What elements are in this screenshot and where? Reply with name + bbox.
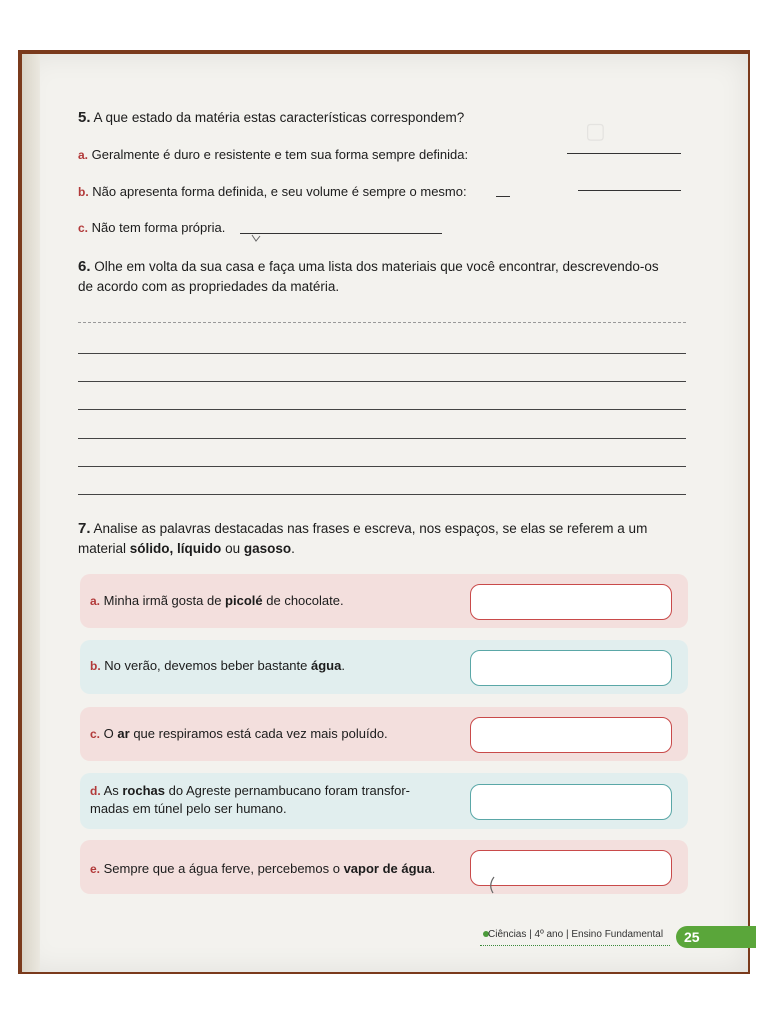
item-text: Geralmente é duro e resistente e tem sua forma sempre definida: xyxy=(91,147,469,162)
card-7e-text xyxy=(90,860,435,878)
option-gas: gasoso xyxy=(243,541,292,556)
question-5c xyxy=(78,219,225,237)
card-7b-text xyxy=(90,657,345,675)
pencil-mark xyxy=(250,233,262,243)
option-solid: sólido, xyxy=(129,541,174,556)
question-6-line2-row xyxy=(78,277,339,297)
answer-box-7a[interactable] xyxy=(470,584,672,620)
question-5-prompt: A que estado da matéria estas características correspondem? xyxy=(93,110,465,125)
question-7-title xyxy=(78,519,647,539)
writing-line-5[interactable] xyxy=(78,438,686,439)
highlighted-word: ar xyxy=(117,726,130,741)
highlighted-word: água xyxy=(311,658,342,673)
sentence-part: No verão, devemos beber bastante xyxy=(104,658,308,673)
item-letter: c. xyxy=(90,727,101,741)
question-7-number: 7. xyxy=(78,520,91,537)
item-text: Não tem forma própria. xyxy=(91,220,226,235)
writing-line-4[interactable] xyxy=(78,409,686,410)
page-number: 25 xyxy=(676,926,756,948)
answer-box-7b[interactable] xyxy=(470,650,672,686)
sentence-part: do Agreste pernambucano foram transfor- xyxy=(168,783,410,798)
sentence-part: madas em túnel pelo ser humano. xyxy=(90,801,287,816)
footer-text: Ciências | 4º ano | Ensino Fundamental xyxy=(488,929,664,940)
sentence-part: . xyxy=(431,861,436,876)
item-letter: c. xyxy=(78,221,89,235)
writing-line-2[interactable] xyxy=(78,353,686,354)
highlighted-word: rochas xyxy=(122,783,166,798)
answer-line-5c[interactable] xyxy=(240,233,442,234)
page-spine xyxy=(22,54,40,972)
card-7a-text xyxy=(90,592,344,610)
highlighted-word: vapor de água xyxy=(343,861,432,876)
writing-line-6[interactable] xyxy=(78,466,686,467)
item-letter: d. xyxy=(90,784,101,798)
sentence-part: O xyxy=(103,726,114,741)
writing-line-3[interactable] xyxy=(78,381,686,382)
answer-line-5b-start xyxy=(496,196,510,197)
pencil-mark xyxy=(486,875,500,895)
writing-line-1[interactable] xyxy=(78,322,686,323)
item-letter: b. xyxy=(90,659,101,673)
bleed-through: ▢ xyxy=(585,118,606,143)
card-7d-text xyxy=(90,782,410,800)
question-7-line1: Analise as palavras destacadas nas frases e escreva, nos espaços, se elas se referem a um xyxy=(93,521,648,536)
footer-divider xyxy=(480,945,670,946)
item-letter: b. xyxy=(78,185,89,199)
sentence-part: Sempre que a água ferve, percebemos o xyxy=(103,861,340,876)
question-6-title xyxy=(78,257,659,277)
question-5-number: 5. xyxy=(78,109,91,126)
item-text: Não apresenta forma definida, e seu volume é sempre o mesmo: xyxy=(92,184,467,199)
question-5a xyxy=(78,146,468,164)
sentence-part: . xyxy=(341,658,345,673)
answer-box-7e[interactable] xyxy=(470,850,672,886)
question-7-period: . xyxy=(291,541,295,556)
sentence-part: que respiramos está cada vez mais poluído. xyxy=(133,726,388,741)
card-7c-text xyxy=(90,725,388,743)
sentence-part: Minha irmã gosta de xyxy=(103,593,222,608)
question-5-title xyxy=(78,108,464,128)
answer-line-5a[interactable] xyxy=(567,153,681,154)
item-letter: e. xyxy=(90,862,101,876)
answer-box-7c[interactable] xyxy=(470,717,672,753)
writing-line-7[interactable] xyxy=(78,494,686,495)
item-letter: a. xyxy=(78,148,89,162)
answer-box-7d[interactable] xyxy=(470,784,672,820)
sentence-part: de chocolate. xyxy=(266,593,344,608)
question-6-number: 6. xyxy=(78,258,91,275)
highlighted-word: picolé xyxy=(225,593,263,608)
option-liquid: líquido xyxy=(177,541,222,556)
sentence-part: As xyxy=(103,783,119,798)
card-7d-text-line2 xyxy=(90,800,287,818)
question-7-line2-row xyxy=(78,539,295,559)
item-letter: a. xyxy=(90,594,101,608)
answer-line-5b[interactable] xyxy=(578,190,681,191)
option-or: ou xyxy=(225,541,241,556)
question-7-line2-prefix: material xyxy=(78,541,127,556)
question-6-line2: de acordo com as propriedades da matéria. xyxy=(78,279,340,294)
question-5b xyxy=(78,183,467,201)
question-6-line1: Olhe em volta da sua casa e faça uma lista dos materiais que você encontrar, descrevendo-os xyxy=(94,259,659,274)
